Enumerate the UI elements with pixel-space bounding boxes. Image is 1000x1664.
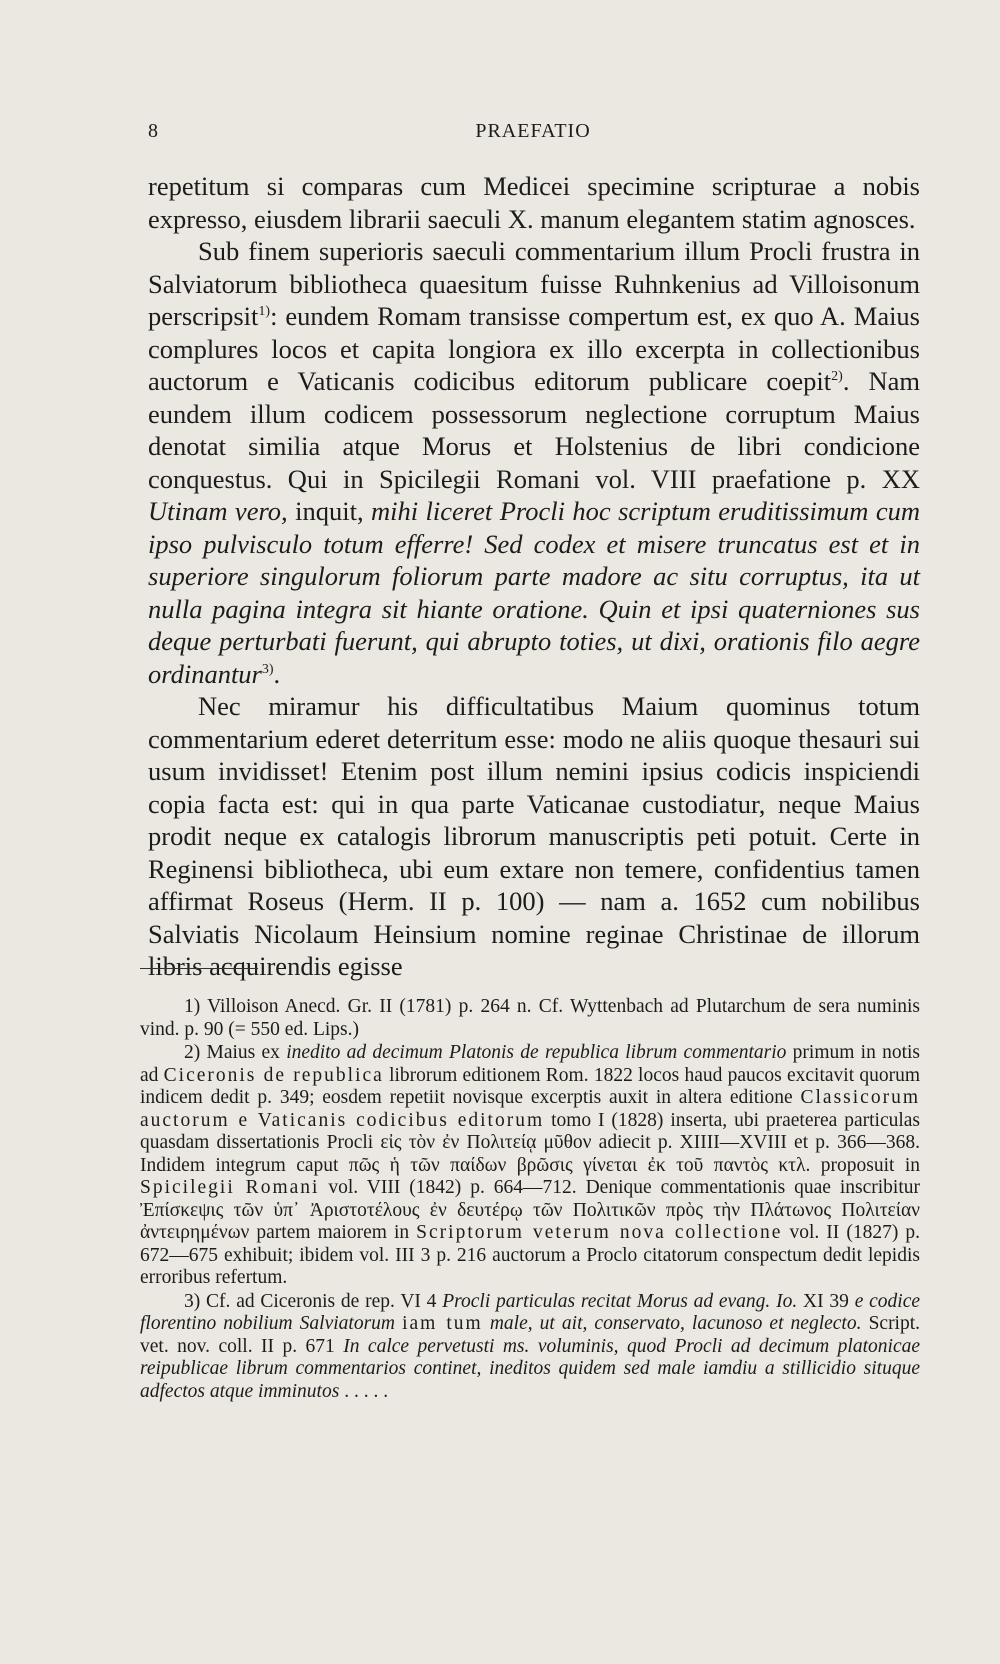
footnote-2-part-e: vol. VIII (1842) p. 664—712. Denique commentationis quae inscribitur Ἐπίσκεψις τῶν ὑπ᾽ Ἀριστοτέλους ἐν δευτέρῳ τῶν Πολιτικῶν πρὸς τὴν Πλάτωνος Πολιτείαν ἀντειρημένων partem maiorem in [140,1177,921,1243]
footnote-2-spaced-2: Classicorum auctorum e Vaticanis codicibus editorum [140,1087,920,1131]
footnote-1 [140,996,920,1041]
running-head: PRAEFATIO [475,120,591,142]
paragraph-2-part-a: Sub finem superioris saeculi commentarium illum Procli frustra in Salviatorum bibliotheca quaesitum fuisse Ruhnkenius ad Villoisonum perscripsit [148,236,920,331]
footnote-2 [140,1042,920,1290]
footnote-2-spaced-4: Scriptorum veterum nova collectione [416,1222,783,1243]
footnote-2-italic-1: inedito ad decimum Platonis de republica librum commentario [286,1042,787,1063]
footnote-2-part-d: tomo I (1828) inserta, ubi praeterea particulas quasdam dissertationis Procli εἰς τὸν ἐν Πολιτείᾳ μῦθον adiecit p. XIIII—XVIII et p. 366—368. Indidem integrum caput πῶς ἡ τῶν παίδων βρῶσις γίνεται ἐκ τοῦ παντὸς κτλ. proposuit in [140,1109,921,1176]
footnote-3-italic-1: Procli particulas recitat Morus ad evang. Io. [442,1290,798,1312]
footnote-3 [140,1291,920,1404]
paragraph-2 [148,235,920,690]
footnote-2-spaced-3: Spicilegii Romani [140,1177,320,1198]
page-header [148,120,918,150]
footnote-2-part-c: librorum editionem Rom. 1822 locos haud paucos excitavit quorum indicem dedit p. 349; eosdem repetiit novisque excerptis auxit in altera editione [140,1064,921,1108]
paragraph-3 [148,690,920,983]
footnote-3-italic-2: e codice florentino nobilium Salviatorum [140,1290,921,1334]
paragraph-1-text: repetitum si comparas cum Medicei specimine scripturae a nobis expresso, eiusdem librarii saeculi X. manum elegantem statim agnosces. [148,171,920,234]
footnote-2-part-f: vol. II (1827) p. 672—675 exhibuit; ibidem vol. III 3 p. 216 auctorum a Proclo citatorum conspectum dedit lepidis erroribus refertum. [140,1222,921,1288]
main-text [148,170,920,983]
quote-mai: mihi liceret Procli hoc scriptum eruditissimum cum ipso pulvisculo totum efferre! Sed codex et misere truncatus est et in superiore singulorum foliorum parte madore ac situ corruptus, ita ut nulla pagina integra sit hiante oratione. Quin et ipsi quaterniones sus deque perturbati fuerunt, qui abrupto toties, ut dixi, orationis filo aegre ordinantur [148,496,921,689]
footnote-3-spaced: iam tum [402,1313,483,1334]
footnote-1-text: 1) Villoison Anecd. Gr. II (1781) p. 264 n. Cf. Wyttenbach ad Plutarchum de sera numinis vind. p. 90 (= 550 ed. Lips.) [140,996,920,1040]
footnote-3-ellipsis: . . . . . [344,1380,389,1402]
footnotes [140,996,920,1404]
footnote-3-italic-3: male, ut ait, conservato, lacunoso et neglecto. [489,1313,862,1334]
footnote-3-part-b: XI 39 [803,1290,849,1312]
footnote-2-part-b: primum in notis ad [140,1042,921,1086]
quote-utinam: Utinam vero, [148,496,288,526]
footnote-3-part-a: 3) Cf. ad Ciceronis de rep. VI 4 [184,1290,437,1312]
footnote-3-part-c: Script. vet. nov. coll. II p. 671 [140,1313,921,1357]
footnote-3-italic-4: In calce pervetusti ms. voluminis, quod Procli ad decimum platonicae reipublicae librum commentarios continet, ineditos quidem sed male iamdiu a stillicidio situque adfectos atque imminutos [140,1335,921,1402]
paragraph-2-part-c: . Nam eundem illum codicem possessorum neglectione corruptum Maius denotat similia atque Morus et Holstenius de libri condicione conquestus. Qui in Spicilegii Romani vol. VIII praefatione p. XX [148,366,920,494]
paragraph-2-end: . [273,658,281,689]
footnote-2-spaced-1: Ciceronis de republica [163,1064,384,1086]
footnote-ref-1: 1) [258,304,271,320]
paragraph-1 [148,170,920,235]
footnote-ref-3: 3) [261,661,274,677]
footnote-ref-2: 2) [831,369,843,385]
footnote-2-part-a: 2) Maius ex [184,1042,280,1063]
word-inquit: inquit, [295,496,364,526]
footnote-divider [140,968,258,969]
page-number: 8 [148,120,158,142]
paragraph-2-part-b: : eundem Romam transisse compertum est, ex quo A. Maius complures locos et capita longiora ex illo excerpta in collectionibus auctorum e Vaticanis codicibus editorum publicare coepit [148,301,920,396]
paragraph-3-text: Nec miramur his difficultatibus Maium quominus totum commentarium ederet deterritum esse: modo ne aliis quoque thesauri sui usum invidisset! Etenim post illum nemini ipsius codicis inspiciendi copia facta est: qui in qua parte Vaticanae custodiatur, neque Maius prodit neque ex catalogis librorum manuscriptis peti potuit. Certe in Reginensi bibliotheca, ubi eum extare non temere, confidentius tamen affirmat Roseus (Herm. II p. 100) — nam a. 1652 cum nobilibus Salviatis Nicolaum Heinsium nomine reginae Christinae de illorum libris acquirendis egisse [148,691,920,981]
